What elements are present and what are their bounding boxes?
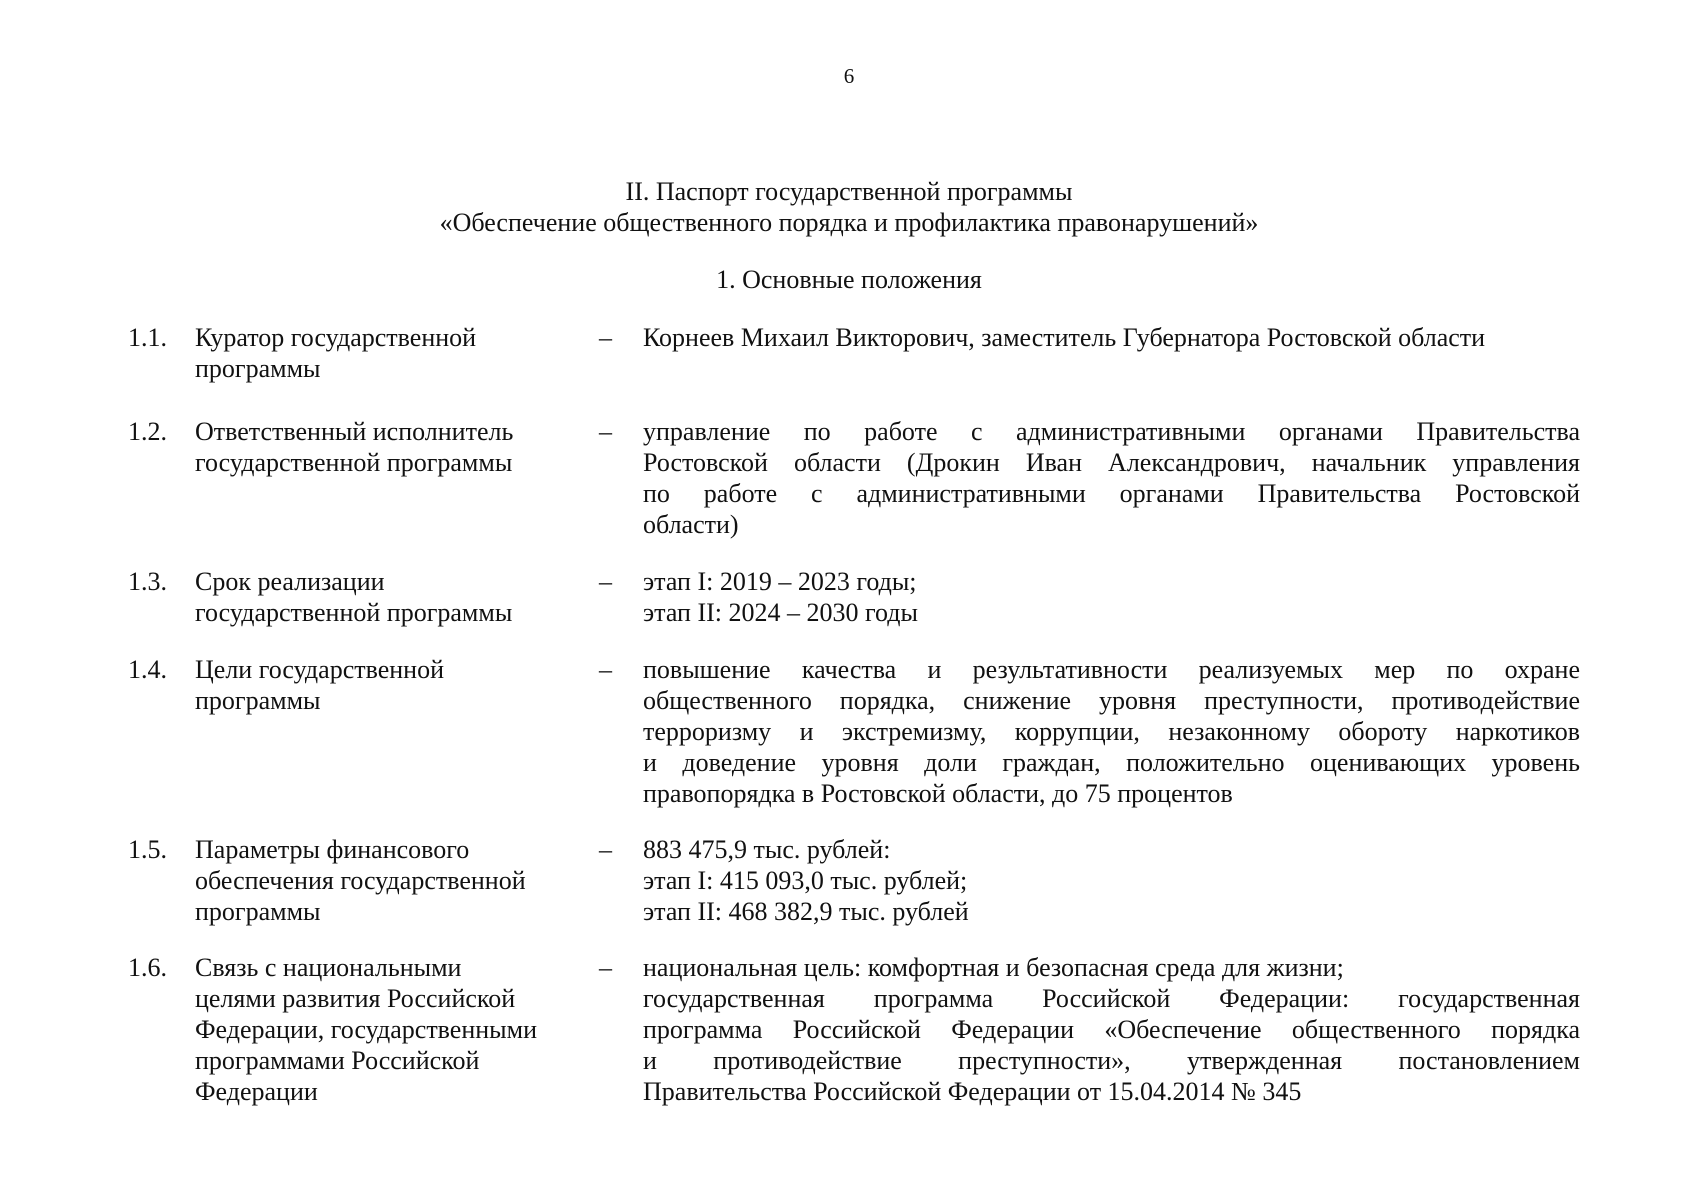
row-label <box>195 322 595 384</box>
row-dash: – <box>599 323 612 352</box>
row-label-line: Ответственный исполнитель <box>195 417 514 446</box>
row-value <box>643 416 1580 540</box>
row-dash: – <box>599 567 612 596</box>
row-label-line: Федерации, государственными <box>195 1015 538 1044</box>
row-dash: – <box>599 655 612 684</box>
row-value-line: и противодействие преступности», утвержденная постановлением <box>643 1046 1580 1075</box>
row-value-line: национальная цель: комфортная и безопасная среда для жизни; <box>643 953 1344 982</box>
row-label-line: Куратор государственной <box>195 323 477 352</box>
row-value-line: и доведение уровня доли граждан, положительно оценивающих уровень <box>643 748 1580 777</box>
row-value-line: программа Российской Федерации «Обеспечение общественного порядка <box>643 1015 1580 1044</box>
row-dash: – <box>599 835 612 864</box>
row-label-line: программы <box>195 897 321 926</box>
row-number: 1.2. <box>128 417 167 446</box>
row-value-line: государственная программа Российской Федерации: государственная <box>643 984 1580 1013</box>
row-label-line: целями развития Российской <box>195 984 516 1013</box>
row-label-line: государственной программы <box>195 598 513 627</box>
row-value-line: повышение качества и результативности реализуемых мер по охране <box>643 655 1580 684</box>
row-label <box>195 654 595 716</box>
row-label-line: Федерации <box>195 1077 318 1106</box>
row-value-line: 883 475,9 тыс. рублей: <box>643 835 891 864</box>
row-label <box>195 952 595 1107</box>
row-value-line: этап II: 468 382,9 тыс. рублей <box>643 897 969 926</box>
row-value-line: управление по работе с административными органами Правительства <box>643 417 1580 446</box>
page-number: 6 <box>843 64 855 88</box>
row-label-line: программы <box>195 686 321 715</box>
row-label <box>195 834 595 927</box>
row-value-line: этап II: 2024 – 2030 годы <box>643 598 918 627</box>
row-label-line: программами Российской <box>195 1046 480 1075</box>
row-label-line: программы <box>195 354 321 383</box>
row-label <box>195 566 595 628</box>
title-line-1: II. Паспорт государственной программы <box>625 177 1073 206</box>
row-dash: – <box>599 417 612 446</box>
section-heading: 1. Основные положения <box>716 265 982 294</box>
row-label-line: Срок реализации <box>195 567 385 596</box>
row-value-line: правопорядка в Ростовской области, до 75 процентов <box>643 779 1233 808</box>
row-number: 1.4. <box>128 655 167 684</box>
row-number: 1.6. <box>128 953 167 982</box>
row-label-line: Цели государственной <box>195 655 445 684</box>
row-value <box>643 566 1580 628</box>
row-label-line: Параметры финансового <box>195 835 470 864</box>
row-value <box>643 322 1580 353</box>
row-number: 1.5. <box>128 835 167 864</box>
row-label-line: государственной программы <box>195 448 513 477</box>
row-value <box>643 834 1580 927</box>
row-value-line: Корнеев Михаил Викторович, заместитель Губернатора Ростовской области <box>643 323 1486 352</box>
row-value-line: Правительства Российской Федерации от 15.04.2014 № 345 <box>643 1077 1302 1106</box>
row-value <box>643 654 1580 809</box>
row-value-line: Ростовской области (Дрокин Иван Александрович, начальник управления <box>643 448 1580 477</box>
row-value-line: области) <box>643 510 739 539</box>
row-number: 1.3. <box>128 567 167 596</box>
row-value-line: этап I: 2019 – 2023 годы; <box>643 567 917 596</box>
row-value-line: этап I: 415 093,0 тыс. рублей; <box>643 866 968 895</box>
row-value-line: по работе с административными органами Правительства Ростовской <box>643 479 1580 508</box>
row-value <box>643 952 1580 1107</box>
document-title <box>0 176 1698 238</box>
row-dash: – <box>599 953 612 982</box>
row-label <box>195 416 595 478</box>
row-label-line: Связь с национальными <box>195 953 462 982</box>
row-label-line: обеспечения государственной <box>195 866 526 895</box>
row-value-line: общественного порядка, снижение уровня преступности, противодействие <box>643 686 1580 715</box>
row-number: 1.1. <box>128 323 167 352</box>
title-line-2: «Обеспечение общественного порядка и профилактика правонарушений» <box>439 208 1259 237</box>
row-value-line: терроризму и экстремизму, коррупции, незаконному обороту наркотиков <box>643 717 1580 746</box>
